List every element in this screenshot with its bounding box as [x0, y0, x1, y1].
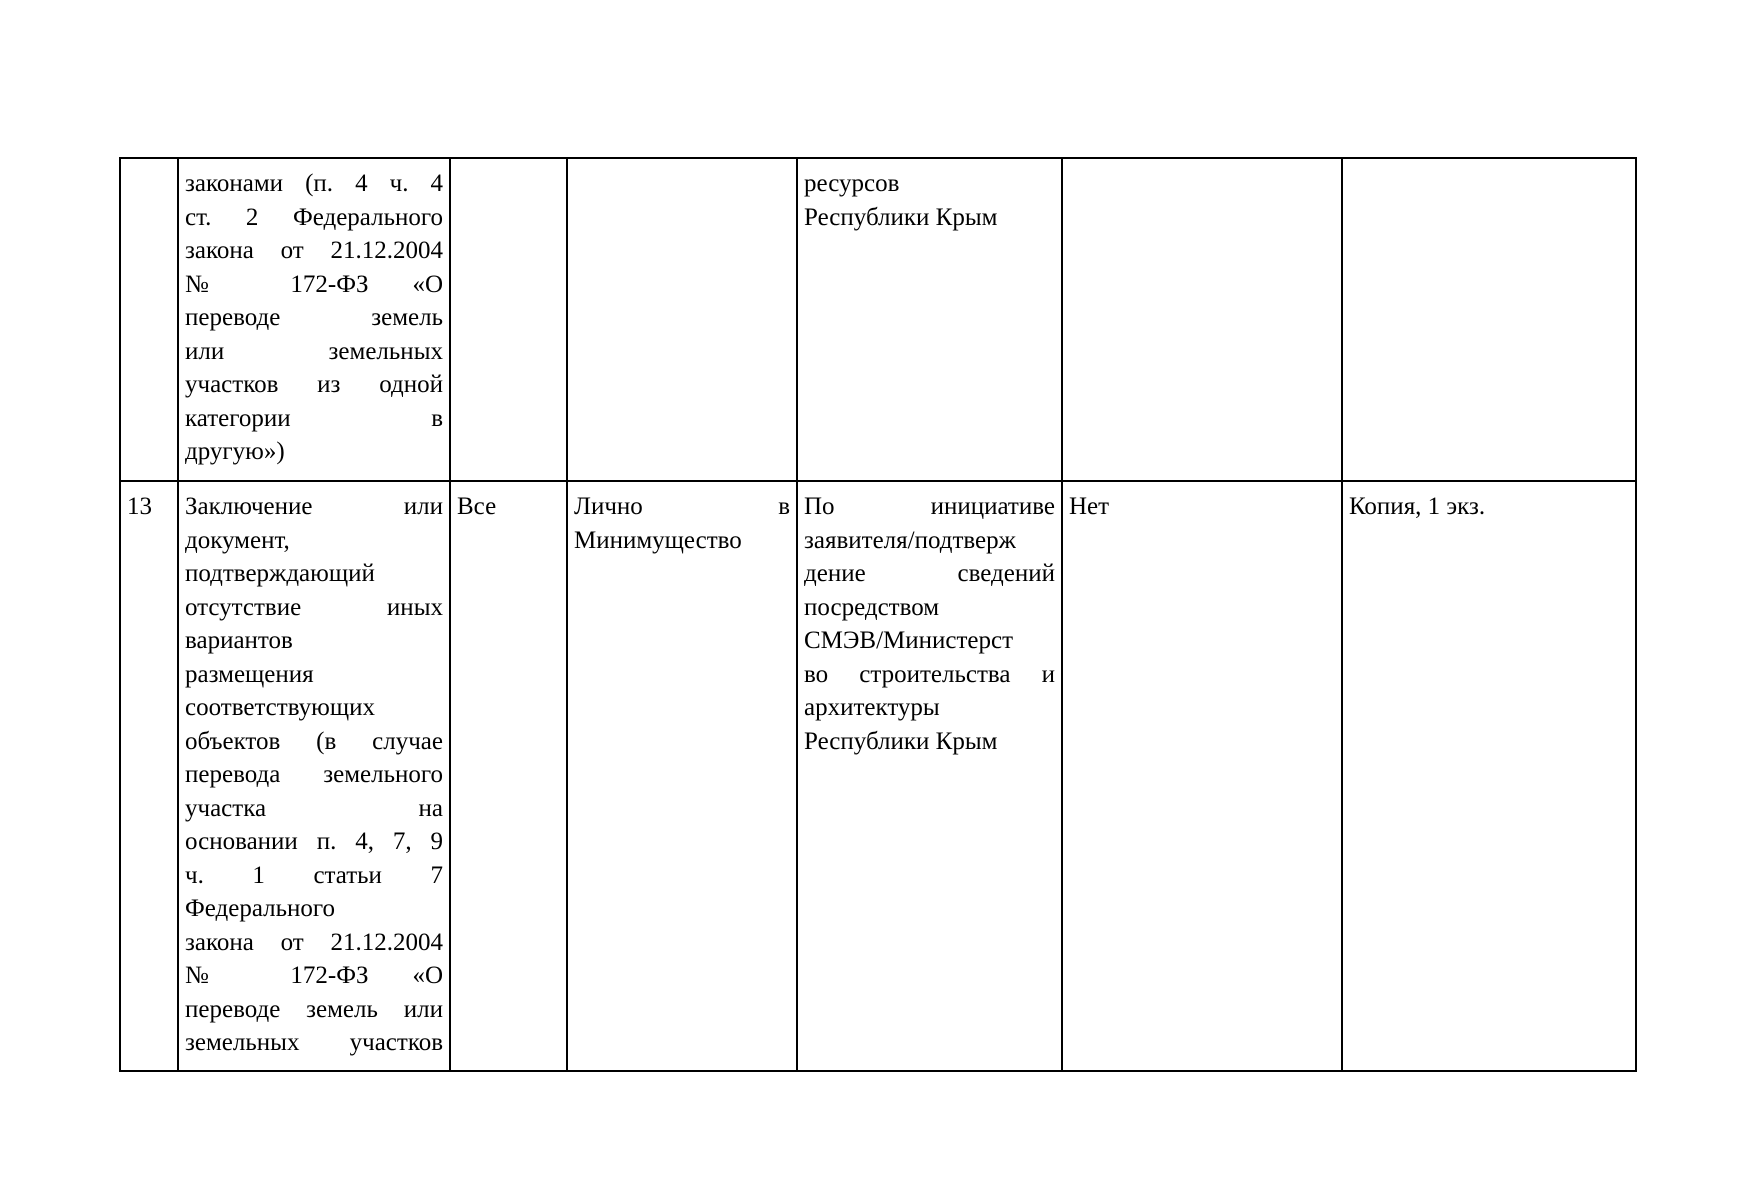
- submission-method-cell: Лично в Минимущество: [567, 481, 797, 1071]
- row-number-cell: [120, 158, 178, 481]
- form-cell: Копия, 1 экз.: [1342, 481, 1636, 1071]
- applicants-cell: Все: [450, 481, 567, 1071]
- table-row: [120, 158, 1636, 481]
- document-table: [119, 157, 1637, 1072]
- required-cell: [1062, 158, 1342, 481]
- table-row: [120, 481, 1636, 1071]
- form-cell: [1342, 158, 1636, 481]
- applicants-cell: [450, 158, 567, 481]
- document-name-cell: Заключение или документ, подтверждающий отсутствие иных вариантов размещения соответствующих объектов (в случае перевода земельного участка на основании п. 4, 7, 9 ч. 1 статьи 7 Федерального закона от 21.12.2004 № 172-ФЗ «О переводе земель или земельных участков: [178, 481, 450, 1071]
- submission-method-cell: [567, 158, 797, 481]
- source-cell: По инициативе заявителя/подтверж дение сведений посредством СМЭВ/Министерст во строительства и архитектуры Республики Крым: [797, 481, 1062, 1071]
- source-cell: ресурсов Республики Крым: [797, 158, 1062, 481]
- row-number-cell: 13: [120, 481, 178, 1071]
- document-name-cell: законами (п. 4 ч. 4 ст. 2 Федерального закона от 21.12.2004 № 172-ФЗ «О переводе земель или земельных участков из одной категории в другую»): [178, 158, 450, 481]
- required-cell: Нет: [1062, 481, 1342, 1071]
